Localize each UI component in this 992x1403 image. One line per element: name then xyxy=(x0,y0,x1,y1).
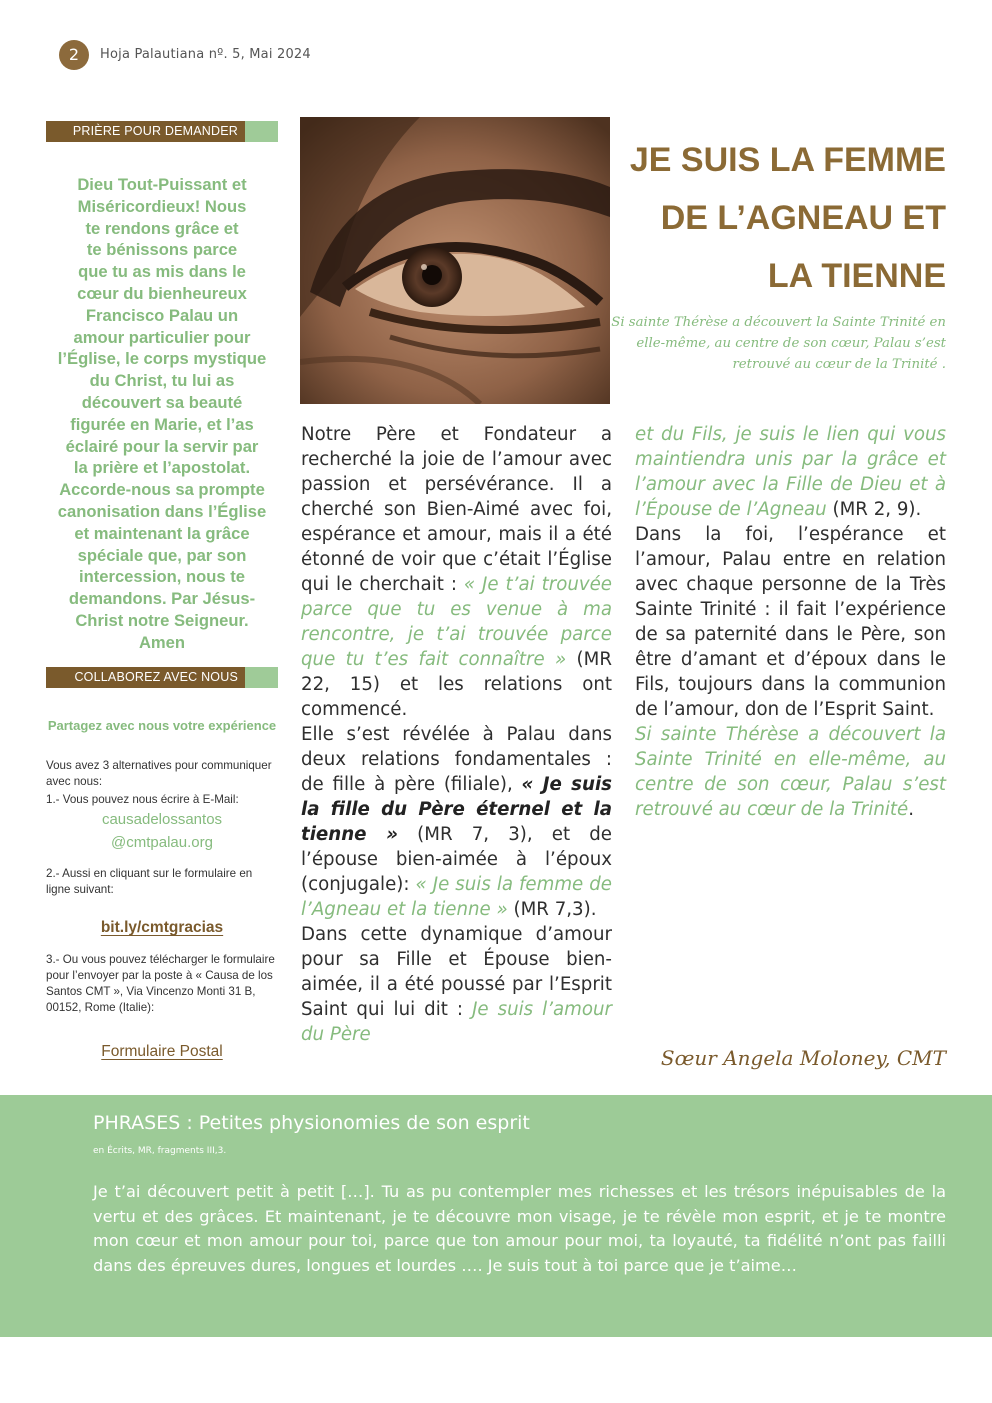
prayer-line: que tu as mis dans le xyxy=(78,262,246,282)
text-run: (MR 7, 3), et de l’épouse bien-aimée à l’époux (conjugale): xyxy=(301,824,612,895)
paragraph xyxy=(301,722,612,922)
quote: « Je suis la fille du Père éternel et la tienne » xyxy=(301,774,612,845)
prayer-section-heading xyxy=(46,121,278,142)
text-run: (MR 2, 9). xyxy=(826,499,922,520)
phrases-title: PHRASES : Petites physionomies de son esprit xyxy=(93,1112,530,1134)
prayer-text xyxy=(44,174,280,654)
prayer-line: Dieu Tout-Puissant et xyxy=(77,175,247,194)
paragraph: Dans la foi, l’espérance et l’amour, Palau entre en relation avec chaque personne de la Très Sainte Trinité : il fait l’expérience de sa paternité dans le Père, son être d’amant et d’époux dans le Fils, toujours dans la communion de l’amour, don de l’Esprit Saint. xyxy=(635,524,946,720)
quote: Je suis la femme de l’Agneau et la tienne xyxy=(301,874,612,920)
email-address[interactable] xyxy=(46,808,278,854)
page-number-badge: 2 xyxy=(59,40,89,70)
quote: « Je t’ai trouvée parce que tu es venue à ma rencontre, je t’ai trouvée parce que tu t’es fait connaître » xyxy=(301,574,612,670)
email-line: causadelossantos xyxy=(101,811,223,828)
quote: Si sainte Thérèse a découvert la Sainte Trinité en elle-même, au centre de son cœur, Palau s’est retrouvé au cœur de la Trinité xyxy=(635,724,946,820)
paragraph xyxy=(635,722,946,822)
prayer-line: te rendons grâce et xyxy=(85,218,239,238)
text-run: Dans cette dynamique d’amour pour sa Fille et Épouse bien-aimée, il a été poussé par l’Esprit Saint qui lui dit : xyxy=(301,924,612,1020)
postal-form-link[interactable]: Formulaire Postal xyxy=(101,1043,223,1060)
collab-intro: Vous avez 3 alternatives pour communiquer avec nous: xyxy=(46,759,272,788)
phrases-source: en Écrits, MR, fragments III,3. xyxy=(93,1146,227,1156)
prayer-line: canonisation dans l’Église xyxy=(57,501,267,521)
icon-eye-image xyxy=(300,117,610,404)
quote-mark: « xyxy=(415,874,433,895)
prayer-line: cœur du bienheureux xyxy=(77,283,247,303)
prayer-line: amour particulier pour xyxy=(73,327,251,347)
prayer-line: figurée en Marie, et l’as xyxy=(70,414,254,434)
publication-header: Hoja Palautiana nº. 5, Mai 2024 xyxy=(100,47,311,62)
prayer-line: Accorde-nous sa prompte xyxy=(59,480,265,500)
collab-section-heading xyxy=(46,667,278,688)
paragraph xyxy=(635,422,946,522)
text-run: (MR 22, 15) et les relations ont commencé. xyxy=(301,649,612,720)
quote-mark: » xyxy=(490,899,508,920)
collab-lead: Partagez avec nous votre expérience xyxy=(47,718,277,733)
prayer-line: demandons. Par Jésus- xyxy=(68,589,256,609)
option-3-text: 3.- Ou vous pouvez télécharger le formulaire pour l’envoyer par la poste à « Causa de los Santos CMT », Via Vincenzo Monti 31 B, 00152, Rome (Italie): xyxy=(46,953,275,1014)
phrases-text: Je t’ai découvert petit à petit […]. Tu as pu contempler mes richesses et les trésors inépuisables de la vertu et des grâces. Et maintenant, je te découvre mon visage, je te révèle mon esprit, et je te montre mon cœur et mon amour pour toi, parce que ton amour pour moi, ta loyauté, ta fidélité n’ont pas failli dans des épreuves dures, longues et lourdes …. Je suis tout à toi parce que je t’aime… xyxy=(93,1182,946,1275)
author-signature: Sœur Angela Moloney, CMT xyxy=(660,1046,946,1070)
article-column-1 xyxy=(301,422,612,1047)
article-column-2 xyxy=(635,422,946,822)
title-line: JE SUIS LA FEMME xyxy=(629,141,946,179)
prayer-line: découvert sa beauté xyxy=(81,392,243,412)
prayer-line: te bénissons parce xyxy=(86,240,238,260)
text-run: Notre Père et Fondateur a recherché la joie de l’amour avec passion et persévérance. Il a cherché son Bien-Aimé avec foi, espérance et amour, mais il a été étonné de voir que c’était l’Église qui le cherchait : xyxy=(301,424,612,595)
prayer-line: Francisco Palau un xyxy=(85,305,239,325)
text-run: Elle s’est révélée à Palau dans deux relations fondamentales : de fille à père (filiale), xyxy=(301,724,612,795)
paragraph xyxy=(301,422,612,722)
prayer-line: la prière et l’apostolat. xyxy=(73,458,251,478)
online-form-link[interactable]: bit.ly/cmtgracias xyxy=(100,919,224,936)
quote: et du Fils, je suis le lien qui vous maintiendra unis par la grâce et l’amour avec la Fille de Dieu et à l’Épouse de l’Agneau xyxy=(635,424,946,520)
prayer-line: du Christ, tu lui as xyxy=(89,371,235,391)
quote: Je suis l’amour du Père xyxy=(301,999,612,1045)
prayer-line: intercession, nous te xyxy=(79,567,245,587)
title-line: DE L’AGNEAU ET xyxy=(660,199,946,237)
prayer-line: éclairé pour la servir par xyxy=(65,436,259,456)
online-form-container xyxy=(46,917,278,937)
text-run: (MR 7,3). xyxy=(507,899,597,920)
paragraph xyxy=(301,922,612,1047)
title-line: LA TIENNE xyxy=(767,257,946,295)
article-lead: Si sainte Thérèse a découvert la Sainte Trinité en elle-même, au centre de son cœur, Palau s’est retrouvé au cœur de la Trinité . xyxy=(611,315,946,372)
postal-form-container xyxy=(46,1041,278,1061)
option-1-text: 1.- Vous pouvez nous écrire à E-Mail: xyxy=(46,793,239,806)
prayer-line: Miséricordieux! Nous xyxy=(77,196,247,216)
prayer-line: Amen xyxy=(138,632,186,652)
prayer-line: l’Église, le corps mystique xyxy=(57,349,267,369)
email-line: @cmtpalau.org xyxy=(111,834,213,851)
eye-illustration xyxy=(300,117,610,404)
prayer-line: et maintenant la grâce xyxy=(74,523,250,543)
prayer-line: Christ notre Seigneur. xyxy=(75,610,249,630)
collab-heading-label: COLLABOREZ AVEC NOUS xyxy=(46,667,245,688)
prayer-line: spéciale que, par son xyxy=(77,545,247,565)
text-run: . xyxy=(908,799,915,820)
article-title xyxy=(600,131,946,305)
heading-accent xyxy=(245,121,278,142)
heading-accent xyxy=(245,667,278,688)
prayer-heading-label: PRIÈRE POUR DEMANDER xyxy=(46,121,245,142)
option-2-text: 2.- Aussi en cliquant sur le formulaire en ligne suivant: xyxy=(46,867,253,896)
